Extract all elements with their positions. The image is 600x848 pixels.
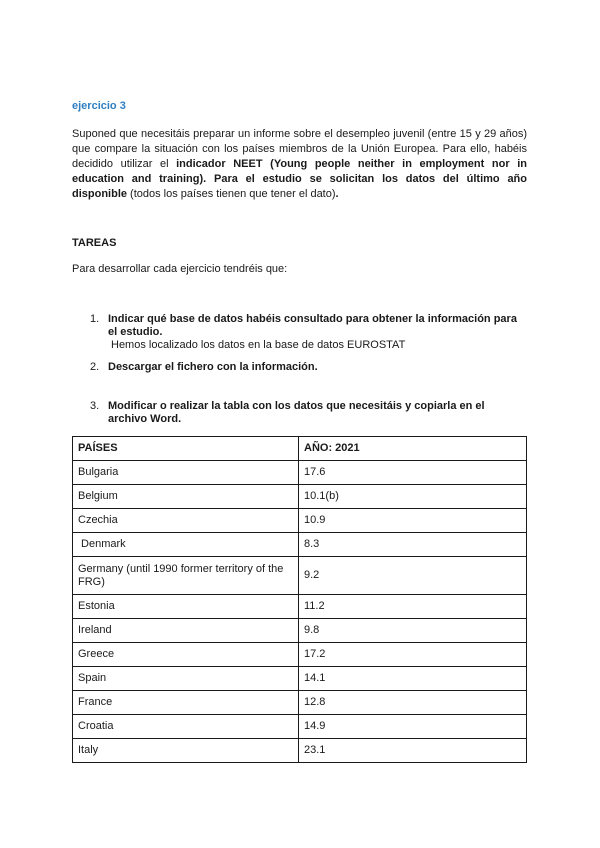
task-number: 1. [90, 313, 100, 325]
value-cell: 14.1 [299, 667, 527, 691]
value-cell: 11.2 [299, 595, 527, 619]
country-cell: France [73, 691, 299, 715]
value-cell: 10.1(b) [299, 485, 527, 509]
task-text: Modificar o realizar la tabla con los datos que necesitáis y copiarla en el archivo Word. [108, 400, 485, 425]
task-text: Descargar el fichero con la información. [108, 361, 318, 373]
table-row [73, 667, 527, 691]
header-countries: PAÍSES [73, 437, 299, 461]
table-row [73, 485, 527, 509]
table-row [73, 715, 527, 739]
header-year: AÑO: 2021 [299, 437, 527, 461]
value-cell: 9.8 [299, 619, 527, 643]
country-cell: Estonia [73, 595, 299, 619]
task-text: Indicar qué base de datos habéis consultado para obtener la información para el estudio. [108, 313, 517, 338]
intro-part: (todos los países tienen que tener el dato) [127, 188, 336, 200]
intro-part-bold: indicador NEET (Young people neither in employment nor in education and training). Para el estudio se solicitan los datos del último año disponible [72, 158, 527, 200]
tasks-intro: Para desarrollar cada ejercicio tendréis que: [72, 263, 288, 275]
country-cell: Ireland [73, 619, 299, 643]
table-header-row [73, 437, 527, 461]
value-cell: 17.2 [299, 643, 527, 667]
table-row [73, 643, 527, 667]
exercise-title: ejercicio 3 [72, 100, 126, 112]
country-cell: Germany (until 1990 former territory of the FRG) [73, 557, 299, 595]
intro-part: Suponed que necesitáis preparar un informe sobre el desempleo juvenil (entre 15 y 29 años) que compare la situación con los países miembros de la Unión Europea. Para ello, habéis decidido utilizar el [72, 128, 527, 170]
value-cell: 9.2 [299, 557, 527, 595]
task-item [90, 313, 525, 352]
table-row [73, 557, 527, 595]
country-cell: Spain [73, 667, 299, 691]
intro-part-bold: . [335, 188, 339, 200]
country-cell: Greece [73, 643, 299, 667]
exercise-intro [72, 127, 527, 202]
value-cell: 10.9 [299, 509, 527, 533]
country-cell: Italy [73, 739, 299, 763]
neet-data-table [72, 436, 527, 763]
table-row [73, 739, 527, 763]
task-note: Hemos localizado los datos en la base de datos EUROSTAT [111, 339, 406, 351]
value-cell: 12.8 [299, 691, 527, 715]
task-number: 2. [90, 361, 100, 373]
tasks-title: TAREAS [72, 237, 117, 249]
country-cell: Croatia [73, 715, 299, 739]
country-cell: Belgium [73, 485, 299, 509]
value-cell: 8.3 [299, 533, 527, 557]
task-item [90, 400, 525, 426]
value-cell: 17.6 [299, 461, 527, 485]
table-row [73, 619, 527, 643]
table-row [73, 533, 527, 557]
table-row [73, 691, 527, 715]
country-cell: Czechia [73, 509, 299, 533]
table-row [73, 509, 527, 533]
value-cell: 23.1 [299, 739, 527, 763]
country-cell: Bulgaria [73, 461, 299, 485]
table-row [73, 595, 527, 619]
task-number: 3. [90, 400, 100, 412]
table-row [73, 461, 527, 485]
task-item [90, 361, 525, 374]
value-cell: 14.9 [299, 715, 527, 739]
country-cell: Denmark [73, 533, 299, 557]
